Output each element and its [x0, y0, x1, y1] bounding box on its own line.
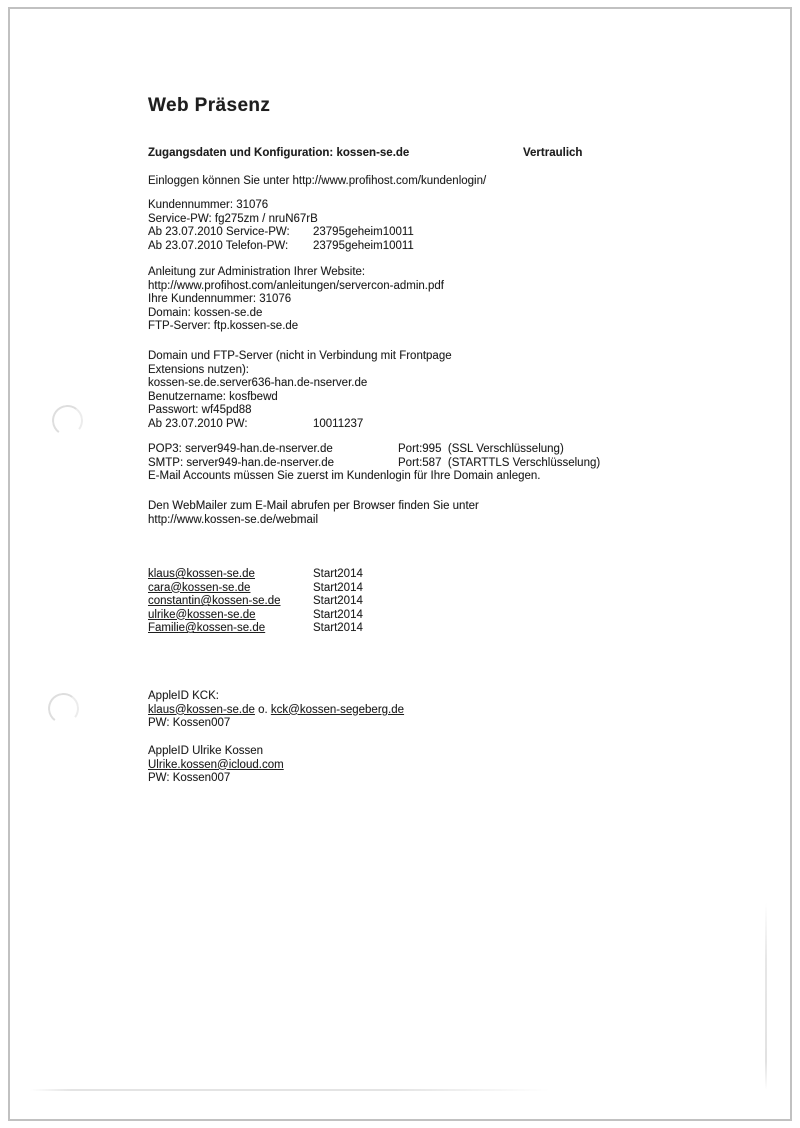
appleid-kck-email-1: klaus@kossen-se.de [148, 703, 255, 716]
telefon-pw-label: Ab 23.07.2010 Telefon-PW: [148, 239, 289, 252]
appleid-kck-email-2: kck@kossen-segeberg.de [270, 703, 405, 716]
page-edge-shadow-vertical [765, 903, 767, 1090]
pop3-server: POP3: server949-han.de-nserver.de [148, 443, 333, 455]
appleid-ulrike-title: AppleID Ulrike Kossen [148, 745, 264, 757]
ftp-note-line1: Domain und FTP-Server (nicht in Verbindung mit Frontpage [148, 350, 452, 362]
admin-guide-block [148, 266, 444, 334]
page-title: Web Präsenz [148, 95, 271, 116]
appleid-ulrike-block [148, 745, 284, 786]
email-accounts-table [148, 568, 363, 636]
webmail-intro: Den WebMailer zum E-Mail abrufen per Browser finden Sie unter [148, 500, 479, 512]
ftp-credentials-block [148, 350, 452, 431]
appleid-ulrike-email: Ulrike.kossen@icloud.com [148, 758, 284, 771]
ftp-username: Benutzername: kosfbewd [148, 390, 278, 403]
ftp-host: kossen-se.de.server636-han.de-nserver.de [148, 377, 368, 389]
webmail-block [148, 500, 479, 527]
service-pw-row [148, 226, 414, 240]
appleid-kck-password: PW: Kossen007 [148, 717, 231, 729]
service-password: Service-PW: fg275zm / nruN67rB [148, 212, 318, 225]
service-pw-label: Ab 23.07.2010 Service-PW: [148, 226, 290, 238]
email-account-row [148, 581, 363, 596]
email-account-row [148, 622, 363, 636]
smtp-port: Port:587 (STARTTLS Verschlüsselung) [398, 456, 601, 469]
admin-ftp-server: FTP-Server: ftp.kossen-se.de [148, 320, 299, 332]
admin-guide-intro: Anleitung zur Administration Ihrer Website: [148, 266, 366, 278]
smtp-server: SMTP: server949-han.de-nserver.de [148, 456, 335, 469]
appleid-kck-title: AppleID KCK: [148, 690, 219, 702]
email-account-row [148, 608, 363, 623]
section-header-row [148, 147, 708, 161]
email-address: ulrike@kossen-se.de [148, 608, 256, 621]
email-address: cara@kossen-se.de [148, 581, 251, 594]
customer-credentials-block [148, 199, 414, 253]
telefon-pw-value: 23795geheim10011 [313, 239, 414, 252]
intro-line [148, 175, 486, 189]
pop3-row [148, 443, 564, 457]
email-password: Start2014 [313, 581, 363, 594]
appleid-kck-block [148, 690, 404, 731]
punch-hole-top [50, 403, 85, 438]
pop3-port: Port:995 (SSL Verschlüsselung) [398, 443, 564, 455]
confidential-label: Vertraulich [523, 147, 583, 159]
email-password: Start2014 [313, 595, 363, 607]
email-address: klaus@kossen-se.de [148, 568, 255, 580]
email-address: Familie@kossen-se.de [148, 622, 266, 634]
ftp-pw-value: 10011237 [313, 417, 364, 430]
section-title: Zugangsdaten und Konfiguration: kossen-se.de [148, 147, 410, 159]
mail-note: E-Mail Accounts müssen Sie zuerst im Kundenlogin für Ihre Domain anlegen. [148, 470, 541, 482]
email-password: Start2014 [313, 622, 363, 634]
email-password: Start2014 [313, 568, 363, 580]
smtp-row [148, 456, 601, 471]
service-pw-value: 23795geheim10011 [313, 226, 414, 238]
customer-number: Kundennummer: 31076 [148, 199, 269, 211]
ftp-password: Passwort: wf45pd88 [148, 404, 252, 416]
email-password: Start2014 [313, 608, 363, 621]
appleid-ulrike-password: PW: Kossen007 [148, 772, 231, 784]
admin-domain: Domain: kossen-se.de [148, 306, 263, 319]
ftp-pw-row [148, 418, 452, 432]
admin-customer-number: Ihre Kundennummer: 31076 [148, 293, 292, 305]
admin-guide-url: http://www.profihost.com/anleitungen/servercon-admin.pdf [148, 279, 444, 292]
appleid-kck-separator: o. [254, 703, 271, 716]
page-edge-shadow-horizontal [30, 1089, 550, 1091]
webmail-url: http://www.kossen-se.de/webmail [148, 513, 319, 526]
ftp-note-line2: Extensions nutzen): [148, 363, 250, 376]
telefon-pw-row [148, 239, 414, 254]
email-account-row [148, 568, 363, 582]
ftp-pw-label: Ab 23.07.2010 PW: [148, 417, 248, 430]
appleid-kck-emails [148, 704, 404, 718]
email-account-row [148, 595, 363, 609]
mail-server-block [148, 443, 601, 484]
email-address: constantin@kossen-se.de [148, 595, 281, 607]
intro-text: Einloggen können Sie unter http://www.profihost.com/kundenlogin/ [148, 175, 487, 187]
punch-hole-bottom [46, 691, 81, 726]
